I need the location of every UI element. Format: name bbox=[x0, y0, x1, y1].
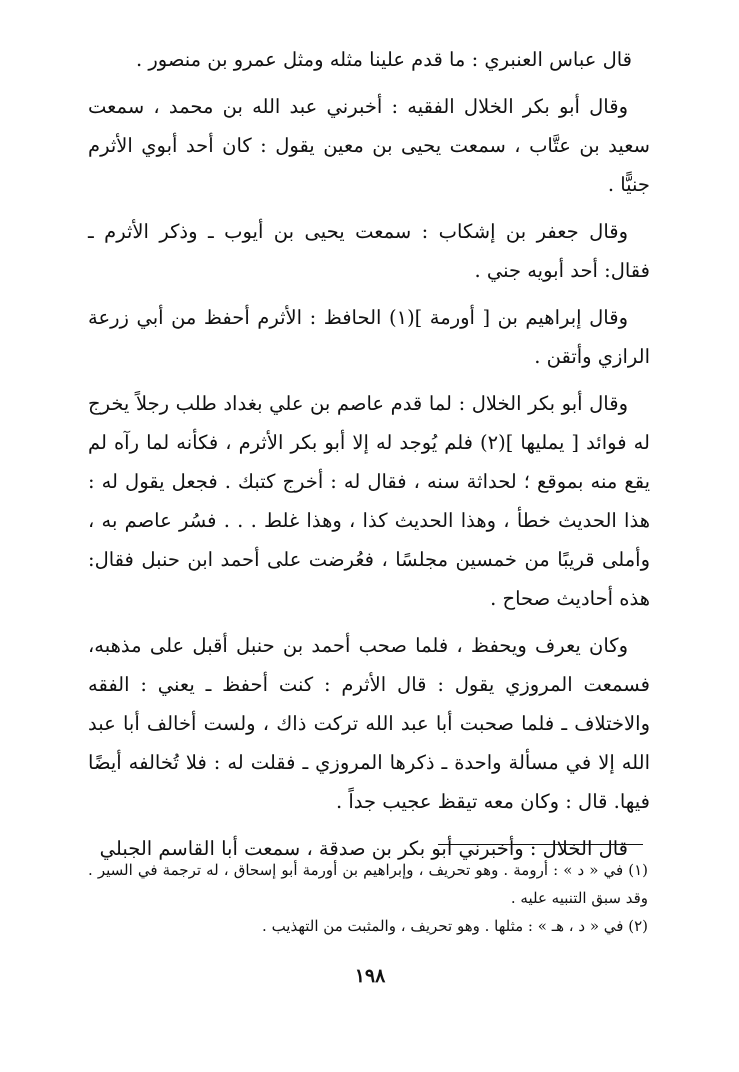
paragraph-4: وقال إبراهيم بن [ أورمة ](١) الحافظ : الأثرم أحفظ من أبي زرعة الرازي وأتقن . bbox=[88, 306, 650, 368]
paragraph-2: وقال أبو بكر الخلال الفقيه : أخبرني عبد الله بن محمد ، سمعت سعيد بن عتَّاب ، سمعت يحيى بن معين يقول : كان أحد أبوي الأثرم جنيًّا . bbox=[88, 95, 650, 196]
footnotes bbox=[88, 856, 648, 940]
main-text bbox=[88, 40, 650, 868]
paragraph-7: قال الخلال : وأخبرني أبو بكر بن صدقة ، سمعت أبا القاسم الجبلي bbox=[99, 837, 628, 860]
footnote-1: (١) في « د » : أرومة . وهو تحريف ، وإبراهيم بن أورمة أبو إسحاق ، له ترجمة في السير . وقد سبق التنبيه عليه . bbox=[88, 861, 648, 907]
paragraph-6: وكان يعرف ويحفظ ، فلما صحب أحمد بن حنبل أقبل على مذهبه، فسمعت المروزي يقول : قال الأثرم : كنت أحفظ ـ يعني : الفقه والاختلاف ـ فلما صحبت أبا عبد الله تركت ذاك ، ولست أخالف أبا عبد الله إلا في مسألة واحدة ـ ذكرها المروزي ـ فقلت له : فلا تُخالفه أيضًا فيها. قال : وكان معه تيقظ عجيب جداً . bbox=[88, 634, 650, 813]
paragraph-3: وقال جعفر بن إشكاب : سمعت يحيى بن أيوب ـ وذكر الأثرم ـ فقال: أحد أبويه جني . bbox=[88, 220, 650, 282]
footnote-separator bbox=[438, 844, 643, 845]
page-number: ١٩٨ bbox=[354, 965, 386, 987]
footnote-2: (٢) في « د ، هـ » : مثلها . وهو تحريف ، والمثبت من التهذيب . bbox=[262, 917, 648, 935]
paragraph-5: وقال أبو بكر الخلال : لما قدم عاصم بن علي بغداد طلب رجلاً يخرج له فوائد [ يمليها ](٢) فلم يُوجد له إلا أبو بكر الأثرم ، فكأنه لما رآه لم يقع منه بموقع ؛ لحداثة سنه ، فقال له : أخرج كتبك . فجعل يقول له : هذا الحديث خطأ ، وهذا الحديث كذا ، وهذا غلط . . . فسُر عاصم به ، وأملى قريبًا من خمسين مجلسًا ، فعُرضت على أحمد ابن حنبل فقال: هذه أحاديث صحاح . bbox=[88, 392, 650, 610]
paragraph-1: قال عباس العنبري : ما قدم علينا مثله ومثل عمرو بن منصور . bbox=[135, 48, 632, 71]
